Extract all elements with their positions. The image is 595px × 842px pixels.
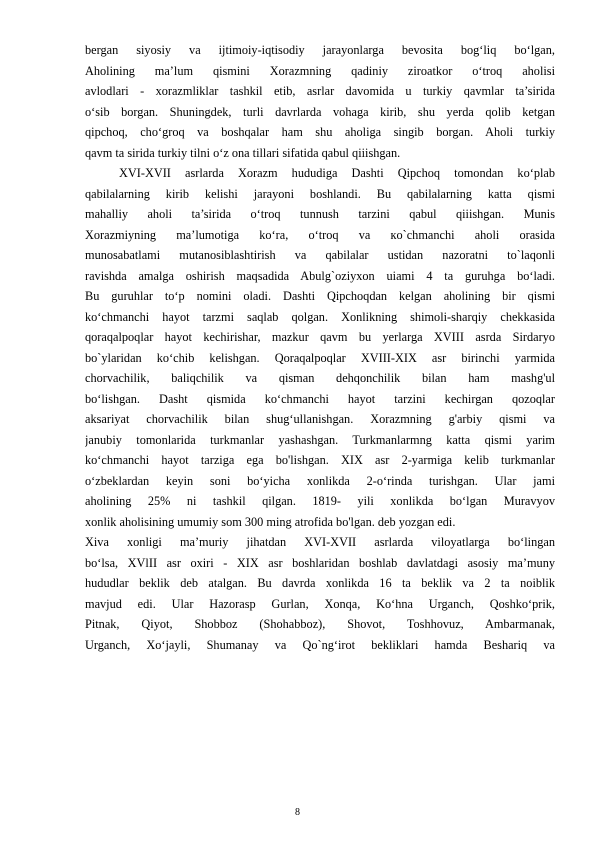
text-line: Pitnak, Qiyot, Shobboz (Shohabboz), Shovot, Toshhovuz, Ambarmanak,	[85, 617, 555, 631]
text-line: hududlar beklik deb atalgan. Bu davrda xonlikda 16 ta beklik va 2 ta noiblik	[85, 576, 555, 590]
text-line: ko‘chmanchi hayot tarzmi saqlab qolgan. Xonlikning shimoli-sharqiy chekkasida	[85, 309, 555, 324]
text-line: qavm ta sirida turkiy tilni o‘z ona tillari sifatida qabul qiiishgan.	[85, 145, 401, 160]
text-line: o‘sib borgan. Shuningdek, turli davrlarda vohaga kirib, shu yerda qolib ketgan	[85, 104, 555, 119]
text-line: bo`ylaridan ko‘chib kelishgan. Qoraqalpoqlar XVIII-XIX asr birinchi yarmida	[85, 350, 555, 365]
text-line: o‘zbeklardan keyin soni bo‘yicha xonlikda 2-o‘rinda turishgan. Ular jami	[85, 473, 555, 488]
text-line: Urganch, Xo‘jayli, Shumanay va Qo`ng‘irot bekliklari hamda Beshariq va	[85, 637, 555, 652]
text-line: aksariyat chorvachilik bilan shug‘ullanishgan. Xorazmning g'arbiy qismi va	[85, 412, 555, 426]
text-line: qoraqalpoqlar hayot kechirishar, mazkur qavm bu yerlarga XVIII asrda Sirdaryo	[85, 330, 555, 344]
text-line: mavjud edi. Ular Hazorasp Gurlan, Xonqa, Ko‘hna Urganch, Qoshko‘prik,	[85, 596, 555, 611]
text-line: Xorazmiyning ma’lumotiga ko‘ra, o‘troq va кo`chmanchi aholi orasida	[85, 227, 555, 242]
text-line: Xiva xonligi ma’muriy jihatdan XVI-XVII asrlarda viloyatlarga bo‘lingan	[85, 535, 555, 549]
body-text	[85, 40, 555, 655]
text-line: ravishda amalga oshirish maqsadida Abulg`oziyxon uiami 4 ta guruhga bo‘ladi.	[85, 268, 555, 283]
text-line: Bu guruhlar to‘p nomini oladi. Dashti Qipchoqdan kelgan aholining bir qismi	[85, 289, 555, 303]
text-line: janubiy tomonlarida turkmanlar yashashgan. Turkmanlarmng katta qismi yarim	[85, 432, 555, 447]
text-line: xonlik aholisining umumiy som 300 ming atrofida bo'lgan. deb yozgan edi.	[85, 514, 456, 529]
text-line: Aholining ma’lum qismini Xorazmning qadiniy ziroatkor o‘troq aholisi	[85, 63, 555, 78]
text-line: XVI-XVII asrlarda Xorazm hududiga Dashti Qipchoq tomondan ko‘plab	[119, 166, 555, 180]
text-line: avlodlari - xorazmliklar tashkil etib, asrlar davomida u turkiy qavmlar ta’sirida	[85, 84, 555, 98]
text-line: mahalliy aholi ta’sirida o‘troq tunnush tarzini qabul qiiishgan. Munis	[85, 207, 555, 221]
text-line: munosabatlami mutanosiblashtirish va qabilalar ustidan nazoratni to`laqonli	[85, 248, 555, 262]
text-line: ko‘chmanchi hayot tarziga ega bo'lishgan. XIX asr 2-yarmiga kelib turkmanlar	[85, 453, 555, 467]
text-line: qabilalarning kirib kelishi jarayoni boshlandi. Bu qabilalarning katta qismi	[85, 186, 555, 201]
text-line: aholining 25% ni tashkil qilgan. 1819- yili xonlikda bo‘lgan Muravyov	[85, 494, 555, 508]
page-number: 8	[295, 807, 300, 818]
text-line: qipchoq, cho‘groq va boshqalar ham shu aholiga singib borgan. Aholi turkiy	[85, 125, 555, 139]
text-line: bo‘lsa, XVlII asr oxiri - XIX asr boshlaridan boshlab davlatdagi asosiy ma’muny	[85, 555, 555, 570]
text-line: bo‘lishgan. Dasht qismida ko‘chmanchi hayot tarzini kechirgan qozoqlar	[85, 391, 555, 406]
text-line: chorvachilik, baliqchilik va qisman dehqonchilik bilan ham mashg'ul	[85, 371, 555, 385]
text-line: bergan siyosiy va ijtimoiy-iqtisodiy jarayonlarga bevosita bog‘liq bo‘lgan,	[85, 43, 555, 57]
